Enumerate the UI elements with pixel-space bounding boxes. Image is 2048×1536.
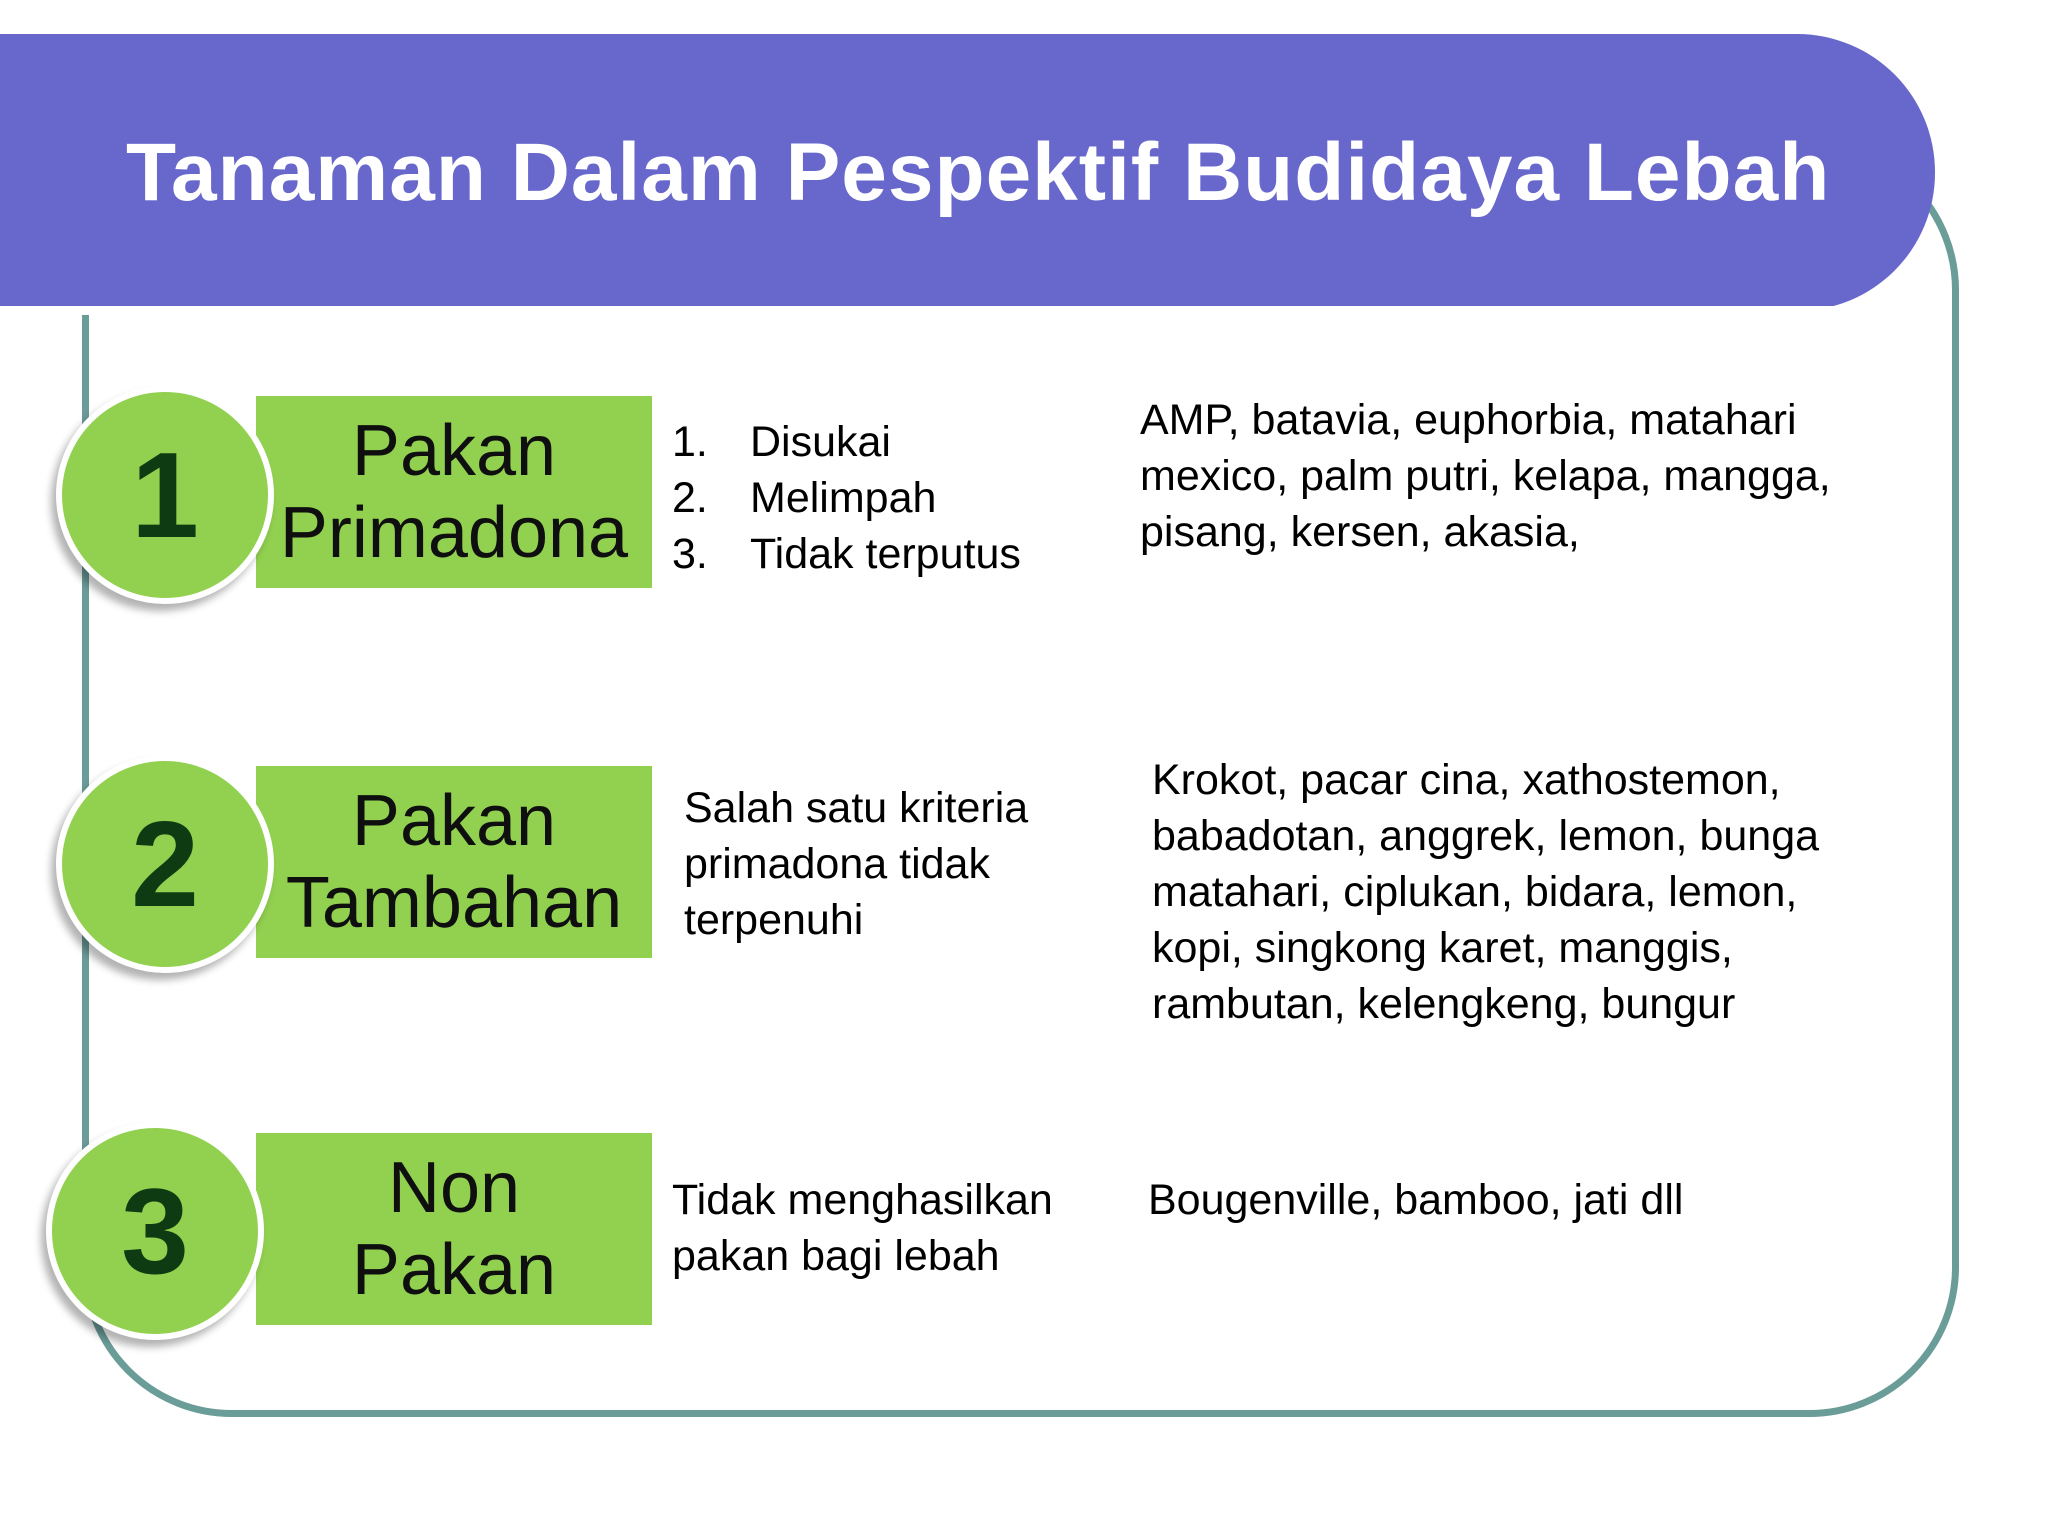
plants-line: Krokot, pacar cina, xathostemon, [1152, 756, 1781, 804]
category-label-box-1 [256, 396, 652, 588]
plants-line: matahari, ciplukan, bidara, lemon, [1152, 868, 1798, 916]
title-banner [0, 34, 1935, 311]
plants-text-3 [1148, 1172, 1683, 1228]
plants-line: Bougenville, bamboo, jati dll [1148, 1176, 1684, 1224]
number-badge-3: 3 [46, 1122, 264, 1340]
category-label-line: Primadona [279, 493, 629, 573]
category-label-line: Pakan [351, 781, 557, 861]
criteria-text-3 [672, 1172, 1053, 1284]
criteria-line: primadona tidak [684, 840, 990, 888]
plants-line: babadotan, anggrek, lemon, bunga [1152, 812, 1820, 860]
plants-line: rambutan, kelengkeng, bungur [1152, 980, 1736, 1028]
plants-line: AMP, batavia, euphorbia, matahari [1140, 396, 1797, 444]
category-label-box-2 [256, 766, 652, 958]
title-underline [0, 306, 1835, 315]
criteria-line: Salah satu kriteria [684, 784, 1029, 832]
criteria-line: Tidak menghasilkan [672, 1176, 1053, 1224]
criteria-item: 2. Melimpah [672, 474, 937, 522]
category-label-line: Pakan [351, 411, 557, 491]
criteria-list-1 [672, 414, 1021, 582]
criteria-item: 3. Tidak terputus [672, 530, 1021, 578]
criteria-text-2 [684, 780, 1028, 948]
plants-text-2 [1152, 752, 1819, 1032]
plants-line: pisang, kersen, akasia, [1140, 508, 1580, 556]
plants-line: kopi, singkong karet, manggis, [1152, 924, 1733, 972]
criteria-line: pakan bagi lebah [672, 1232, 1000, 1280]
category-label-line: Pakan [351, 1230, 557, 1310]
category-label-line: Tambahan [285, 863, 623, 943]
plants-text-1 [1140, 392, 1831, 560]
number-badge-1: 1 [56, 386, 274, 604]
category-label-box-3 [256, 1133, 652, 1325]
number-badge-2: 2 [56, 755, 274, 973]
plants-line: mexico, palm putri, kelapa, mangga, [1140, 452, 1831, 500]
slide-title: Tanaman Dalam Pespektif Budidaya Lebah [126, 127, 1831, 218]
category-label-line: Non [387, 1148, 521, 1228]
criteria-item: 1. Disukai [672, 418, 891, 466]
criteria-line: terpenuhi [684, 896, 864, 944]
